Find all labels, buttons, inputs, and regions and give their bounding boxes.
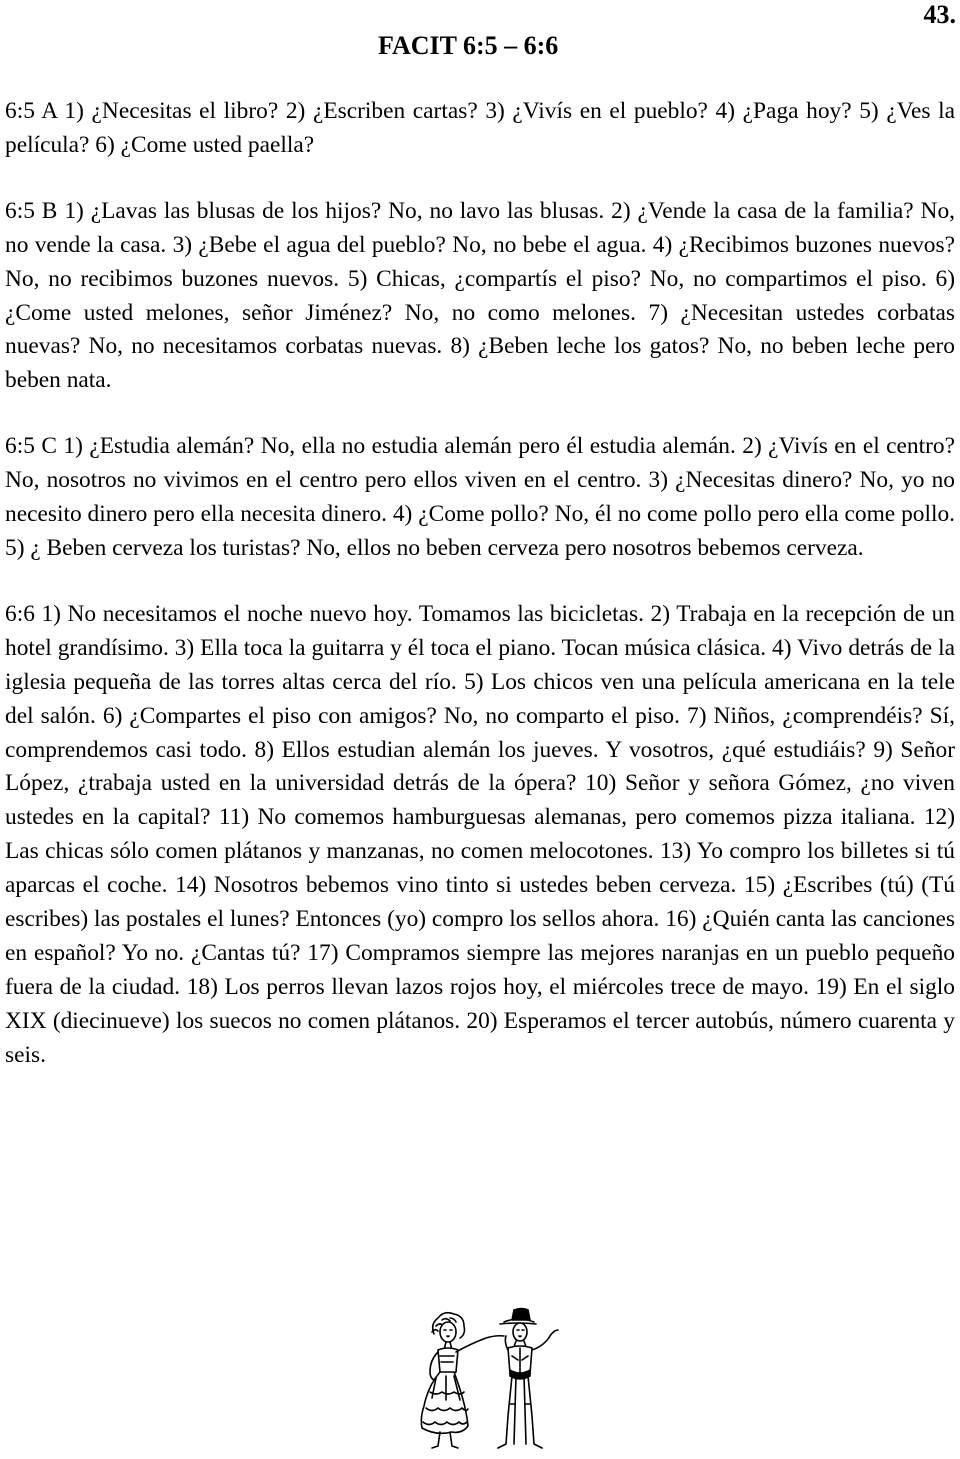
exercise-6-5-c: 6:5 C 1) ¿Estudia alemán? No, ella no estudia alemán pero él estudia alemán. 2) ¿Vivís en el centro? No, nosotros no vivimos en el centro pero ellos viven en el centro. 3) ¿Necesitas dinero? No, yo no necesito dinero pero ella necesita dinero. 4) ¿Come pollo? No, él no come pollo pero ella come pollo. 5) ¿ Beben cerveza los turistas? No, ellos no beben cerveza pero nosotros bebemos cerveza. bbox=[5, 433, 955, 561]
page-number: 43. bbox=[923, 0, 956, 29]
exercise-6-5-a: 6:5 A 1) ¿Necesitas el libro? 2) ¿Escriben cartas? 3) ¿Vivís en el pueblo? 4) ¿Paga hoy? 5) ¿Ves la película? 6) ¿Come usted paella? bbox=[5, 98, 955, 158]
exercise-6-6: 6:6 1) No necesitamos el noche nuevo hoy. Tomamos las bicicletas. 2) Trabaja en la recepción de un hotel grandísimo. 3) Ella toca la guitarra y él toca el piano. Tocan música clásica. 4) Vivo detrás de la iglesia pequeña de las torres altas cerca del río. 5) Los chicos ven una película americana en la tele del salón. 6) ¿Compartes el piso con amigos? No, no comparto el piso. 7) Niños, ¿comprendéis? Sí, comprendemos casi todo. 8) Ellos estudian alemán los jueves. Y vosotros, ¿qué estudiáis? 9) Señor López, ¿trabaja usted en la universidad detrás de la ópera? 10) Señor y señora Gómez, ¿no viven ustedes en la capital? 11) No comemos hamburguesas alemanas, pero comemos pizza italiana. 12) Las chicas sólo comen plátanos y manzanas, no comen melocotones. 13) Yo compro los billetes si tú aparcas el coche. 14) Nosotros bebemos vino tinto si ustedes beben cerveza. 15) ¿Escribes (tú) (Tú escribes) las postales el lunes? Entonces (yo) compro los sellos ahora. 16) ¿Quién canta las canciones en español? Yo no. ¿Cantas tú? 17) Compramos siempre las mejores naranjas en un pueblo pequeño fuera de la ciudad. 18) Los perros llevan lazos rojos hoy, el miércoles trece de mayo. 19) En el siglo XIX (diecinueve) los suecos no comen plátanos. 20) Esperamos el tercer autobús, número cuarenta y seis. bbox=[5, 600, 955, 1068]
answer-key-text bbox=[5, 95, 955, 1105]
flamenco-dancers-icon bbox=[420, 1304, 568, 1454]
page-title: FACIT 6:5 – 6:6 bbox=[378, 31, 559, 60]
exercise-6-5-b: 6:5 B 1) ¿Lavas las blusas de los hijos? No, no lavo las blusas. 2) ¿Vende la casa de la familia? No, no vende la casa. 3) ¿Bebe el agua del pueblo? No, no bebe el agua. 4) ¿Recibimos buzones nuevos? No, no recibimos buzones nuevos. 5) Chicas, ¿compartís el piso? No, no compartimos el piso. 6) ¿Come usted melones, señor Jiménez? No, no como melones. 7) ¿Necesitan ustedes corbatas nuevas? No, no necesitamos corbatas nuevas. 8) ¿Beben leche los gatos? No, no beben leche pero beben nata. bbox=[5, 197, 955, 394]
